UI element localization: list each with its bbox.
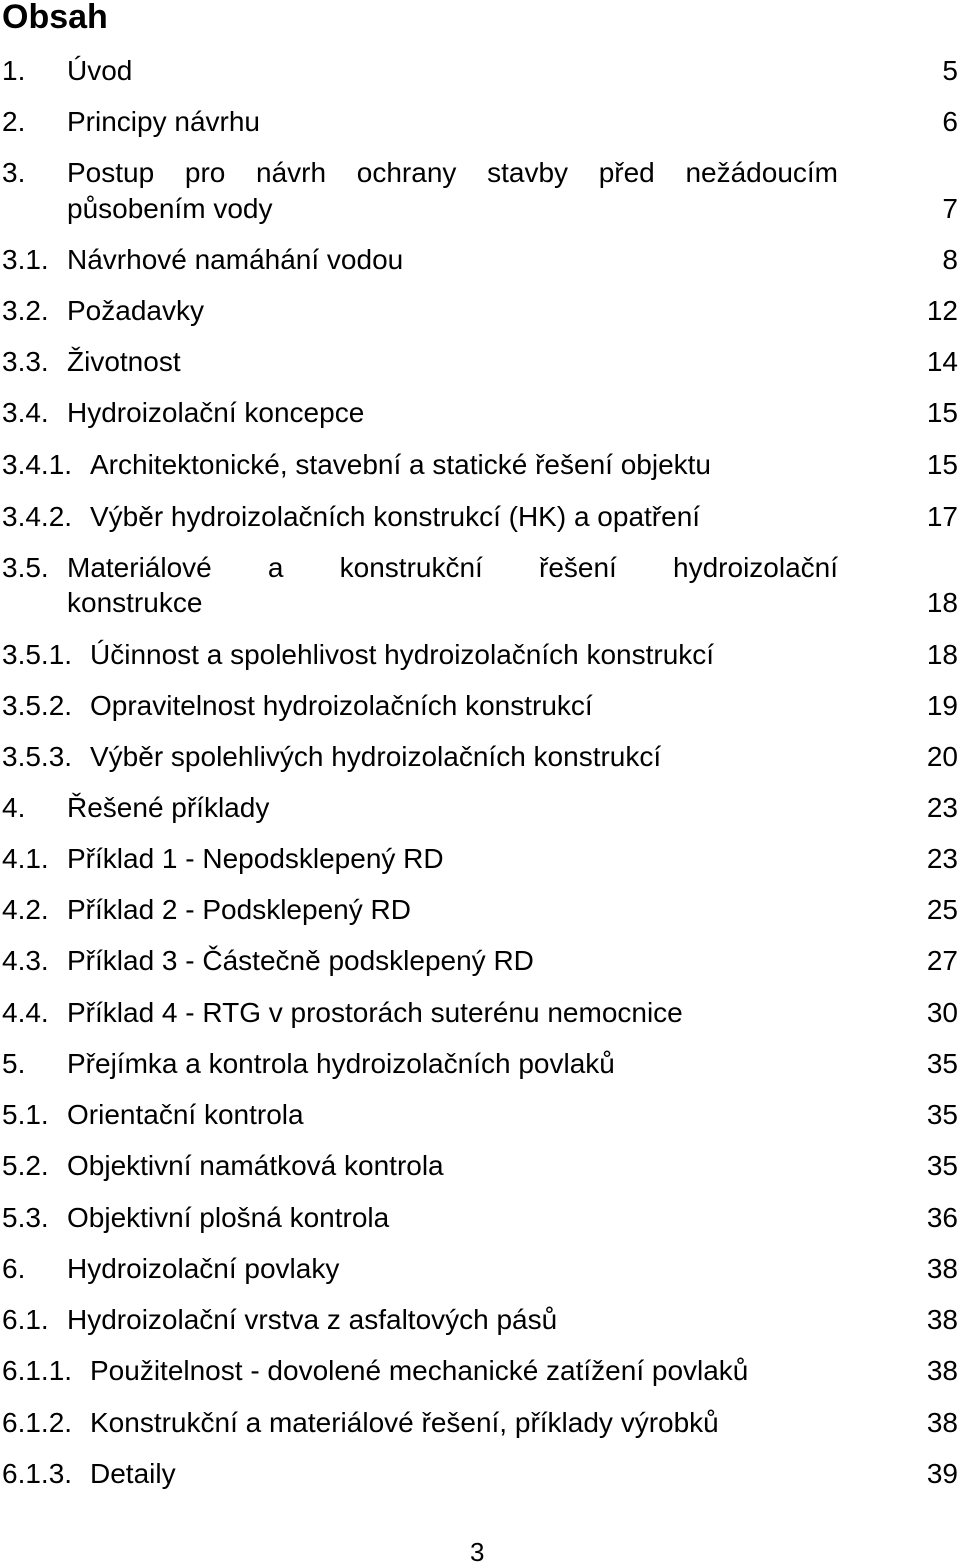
toc-entry-3-1[interactable] xyxy=(0,242,960,278)
toc-entry-number: 5.2. xyxy=(2,1150,49,1181)
toc-entry-page: 17 xyxy=(926,501,958,532)
toc-entry-number: 6.1.2. xyxy=(2,1407,73,1438)
toc-entry-page: 35 xyxy=(926,1150,958,1181)
toc-entry-number: 3.1. xyxy=(2,244,49,275)
toc-entry-number: 1. xyxy=(2,55,26,86)
toc-entry-number: 2. xyxy=(2,106,26,137)
toc-entry-label: Přejímka a kontrola hydroizolačních povlaků xyxy=(67,1048,615,1079)
toc-entry-label-continued: konstrukce xyxy=(67,587,203,618)
toc-entry-number: 6.1.3. xyxy=(2,1458,73,1489)
toc-entry-label: Hydroizolační koncepce xyxy=(67,397,365,428)
toc-entry-label: Návrhové namáhání vodou xyxy=(67,244,404,275)
toc-entry-4-2[interactable] xyxy=(0,892,960,928)
toc-entry-page: 36 xyxy=(926,1202,958,1233)
toc-entry-page: 15 xyxy=(926,449,958,480)
toc-entry-number: 3.5.2. xyxy=(2,690,73,721)
toc-entry-5-1[interactable] xyxy=(0,1097,960,1133)
toc-entry-page: 5 xyxy=(942,55,958,86)
toc-entry-6[interactable] xyxy=(0,1251,960,1287)
toc-entry-number: 3.5. xyxy=(2,552,49,583)
toc-entry-page: 12 xyxy=(926,295,958,326)
toc-entry-page: 14 xyxy=(926,346,958,377)
toc-entry-number: 4.3. xyxy=(2,945,49,976)
toc-entry-label: Materiálové a konstrukční řešení hydroizolační xyxy=(67,552,838,583)
toc-entry-3-2[interactable] xyxy=(0,293,960,329)
toc-entry-label-continued: působením vody xyxy=(67,193,273,224)
toc-entry-label: Příklad 3 - Částečně podsklepený RD xyxy=(67,945,534,976)
toc-entry-3[interactable] xyxy=(0,155,960,191)
toc-entry-4-3[interactable] xyxy=(0,943,960,979)
toc-entry-page: 38 xyxy=(926,1407,958,1438)
toc-entry-2[interactable] xyxy=(0,104,960,140)
toc-entry-page: 27 xyxy=(926,945,958,976)
toc-entry-number: 5. xyxy=(2,1048,26,1079)
toc-entry-label: Příklad 2 - Podsklepený RD xyxy=(67,894,411,925)
toc-entry-page: 20 xyxy=(926,741,958,772)
toc-entry-label: Architektonické, stavební a statické řešení objektu xyxy=(90,449,711,480)
toc-entry-3-5-1[interactable] xyxy=(0,637,960,673)
toc-entry-page: 35 xyxy=(926,1048,958,1079)
toc-entry-number: 6.1.1. xyxy=(2,1355,73,1386)
toc-entry-label: Účinnost a spolehlivost hydroizolačních konstrukcí xyxy=(90,639,715,670)
toc-entry-label: Objektivní plošná kontrola xyxy=(67,1202,390,1233)
toc-entry-4[interactable] xyxy=(0,790,960,826)
toc-entry-number: 4.4. xyxy=(2,997,49,1028)
toc-entry-3-5-2[interactable] xyxy=(0,688,960,724)
toc-entry-page: 19 xyxy=(926,690,958,721)
toc-entry-6-1-1[interactable] xyxy=(0,1353,960,1389)
toc-entry-page: 23 xyxy=(926,843,958,874)
toc-entry-6-1-2[interactable] xyxy=(0,1405,960,1441)
toc-entry-page: 35 xyxy=(926,1099,958,1130)
toc-entry-number: 3.4.2. xyxy=(2,501,73,532)
toc-entry-3-5-3[interactable] xyxy=(0,739,960,775)
toc-entry-number: 4.1. xyxy=(2,843,49,874)
toc-entry-6-1[interactable] xyxy=(0,1302,960,1338)
toc-entry-3-5-continued[interactable] xyxy=(0,585,960,621)
toc-entry-3-4-2[interactable] xyxy=(0,499,960,535)
toc-entry-number: 3.3. xyxy=(2,346,49,377)
toc-entry-5[interactable] xyxy=(0,1046,960,1082)
toc-entry-label: Příklad 4 - RTG v prostorách suterénu nemocnice xyxy=(67,997,683,1028)
toc-entry-label: Hydroizolační vrstva z asfaltových pásů xyxy=(67,1304,558,1335)
toc-entry-number: 6. xyxy=(2,1253,26,1284)
page-number: 3 xyxy=(470,1537,485,1567)
toc-entry-label: Orientační kontrola xyxy=(67,1099,304,1130)
toc-entry-label: Principy návrhu xyxy=(67,106,260,137)
toc-entry-6-1-3[interactable] xyxy=(0,1456,960,1492)
toc-entry-number: 5.3. xyxy=(2,1202,49,1233)
toc-entry-3-4[interactable] xyxy=(0,395,960,431)
toc-entry-1[interactable] xyxy=(0,53,960,89)
toc-entry-3-5[interactable] xyxy=(0,550,960,586)
toc-entry-page: 23 xyxy=(926,792,958,823)
toc-entry-page: 18 xyxy=(926,639,958,670)
toc-entry-number: 3.4. xyxy=(2,397,49,428)
toc-entry-page: 38 xyxy=(926,1355,958,1386)
toc-entry-label: Příklad 1 - Nepodsklepený RD xyxy=(67,843,444,874)
toc-entry-4-4[interactable] xyxy=(0,995,960,1031)
toc-entry-label: Úvod xyxy=(67,55,133,86)
toc-entry-page: 38 xyxy=(926,1304,958,1335)
toc-entry-number: 3.5.1. xyxy=(2,639,73,670)
toc-entry-number: 5.1. xyxy=(2,1099,49,1130)
toc-entry-label: Detaily xyxy=(90,1458,176,1489)
toc-entry-number: 3.5.3. xyxy=(2,741,73,772)
toc-entry-page: 38 xyxy=(926,1253,958,1284)
toc-entry-label: Řešené příklady xyxy=(67,792,270,823)
page-title: Obsah xyxy=(2,0,108,36)
toc-entry-number: 3. xyxy=(2,157,26,188)
toc-entry-label: Hydroizolační povlaky xyxy=(67,1253,340,1284)
toc-entry-label: Požadavky xyxy=(67,295,204,326)
toc-entry-label: Výběr hydroizolačních konstrukcí (HK) a opatření xyxy=(90,501,701,532)
toc-entry-label: Postup pro návrh ochrany stavby před nežádoucím xyxy=(67,157,838,188)
toc-entry-3-continued[interactable] xyxy=(0,191,960,227)
toc-entry-page: 6 xyxy=(942,106,958,137)
toc-entry-5-3[interactable] xyxy=(0,1200,960,1236)
toc-entry-3-4-1[interactable] xyxy=(0,447,960,483)
toc-entry-page: 8 xyxy=(942,244,958,275)
toc-entry-label: Životnost xyxy=(67,346,181,377)
toc-entry-label: Konstrukční a materiálové řešení, příklady výrobků xyxy=(90,1407,719,1438)
toc-entry-label: Použitelnost - dovolené mechanické zatížení povlaků xyxy=(90,1355,749,1386)
toc-entry-label: Opravitelnost hydroizolačních konstrukcí xyxy=(90,690,593,721)
toc-entry-page: 25 xyxy=(926,894,958,925)
toc-entry-number: 6.1. xyxy=(2,1304,49,1335)
toc-entry-label: Výběr spolehlivých hydroizolačních konstrukcí xyxy=(90,741,662,772)
toc-entry-5-2[interactable] xyxy=(0,1148,960,1184)
toc-entry-page: 30 xyxy=(926,997,958,1028)
toc-entry-page: 18 xyxy=(926,587,958,618)
toc-entry-label: Objektivní namátková kontrola xyxy=(67,1150,444,1181)
toc-entry-3-3[interactable] xyxy=(0,344,960,380)
toc-entry-number: 4. xyxy=(2,792,26,823)
toc-entry-number: 3.4.1. xyxy=(2,449,73,480)
toc-entry-4-1[interactable] xyxy=(0,841,960,877)
toc-entry-number: 3.2. xyxy=(2,295,49,326)
toc-entry-page: 15 xyxy=(926,397,958,428)
toc-entry-page: 39 xyxy=(926,1458,958,1489)
toc-entry-number: 4.2. xyxy=(2,894,49,925)
toc-entry-page: 7 xyxy=(942,193,958,224)
